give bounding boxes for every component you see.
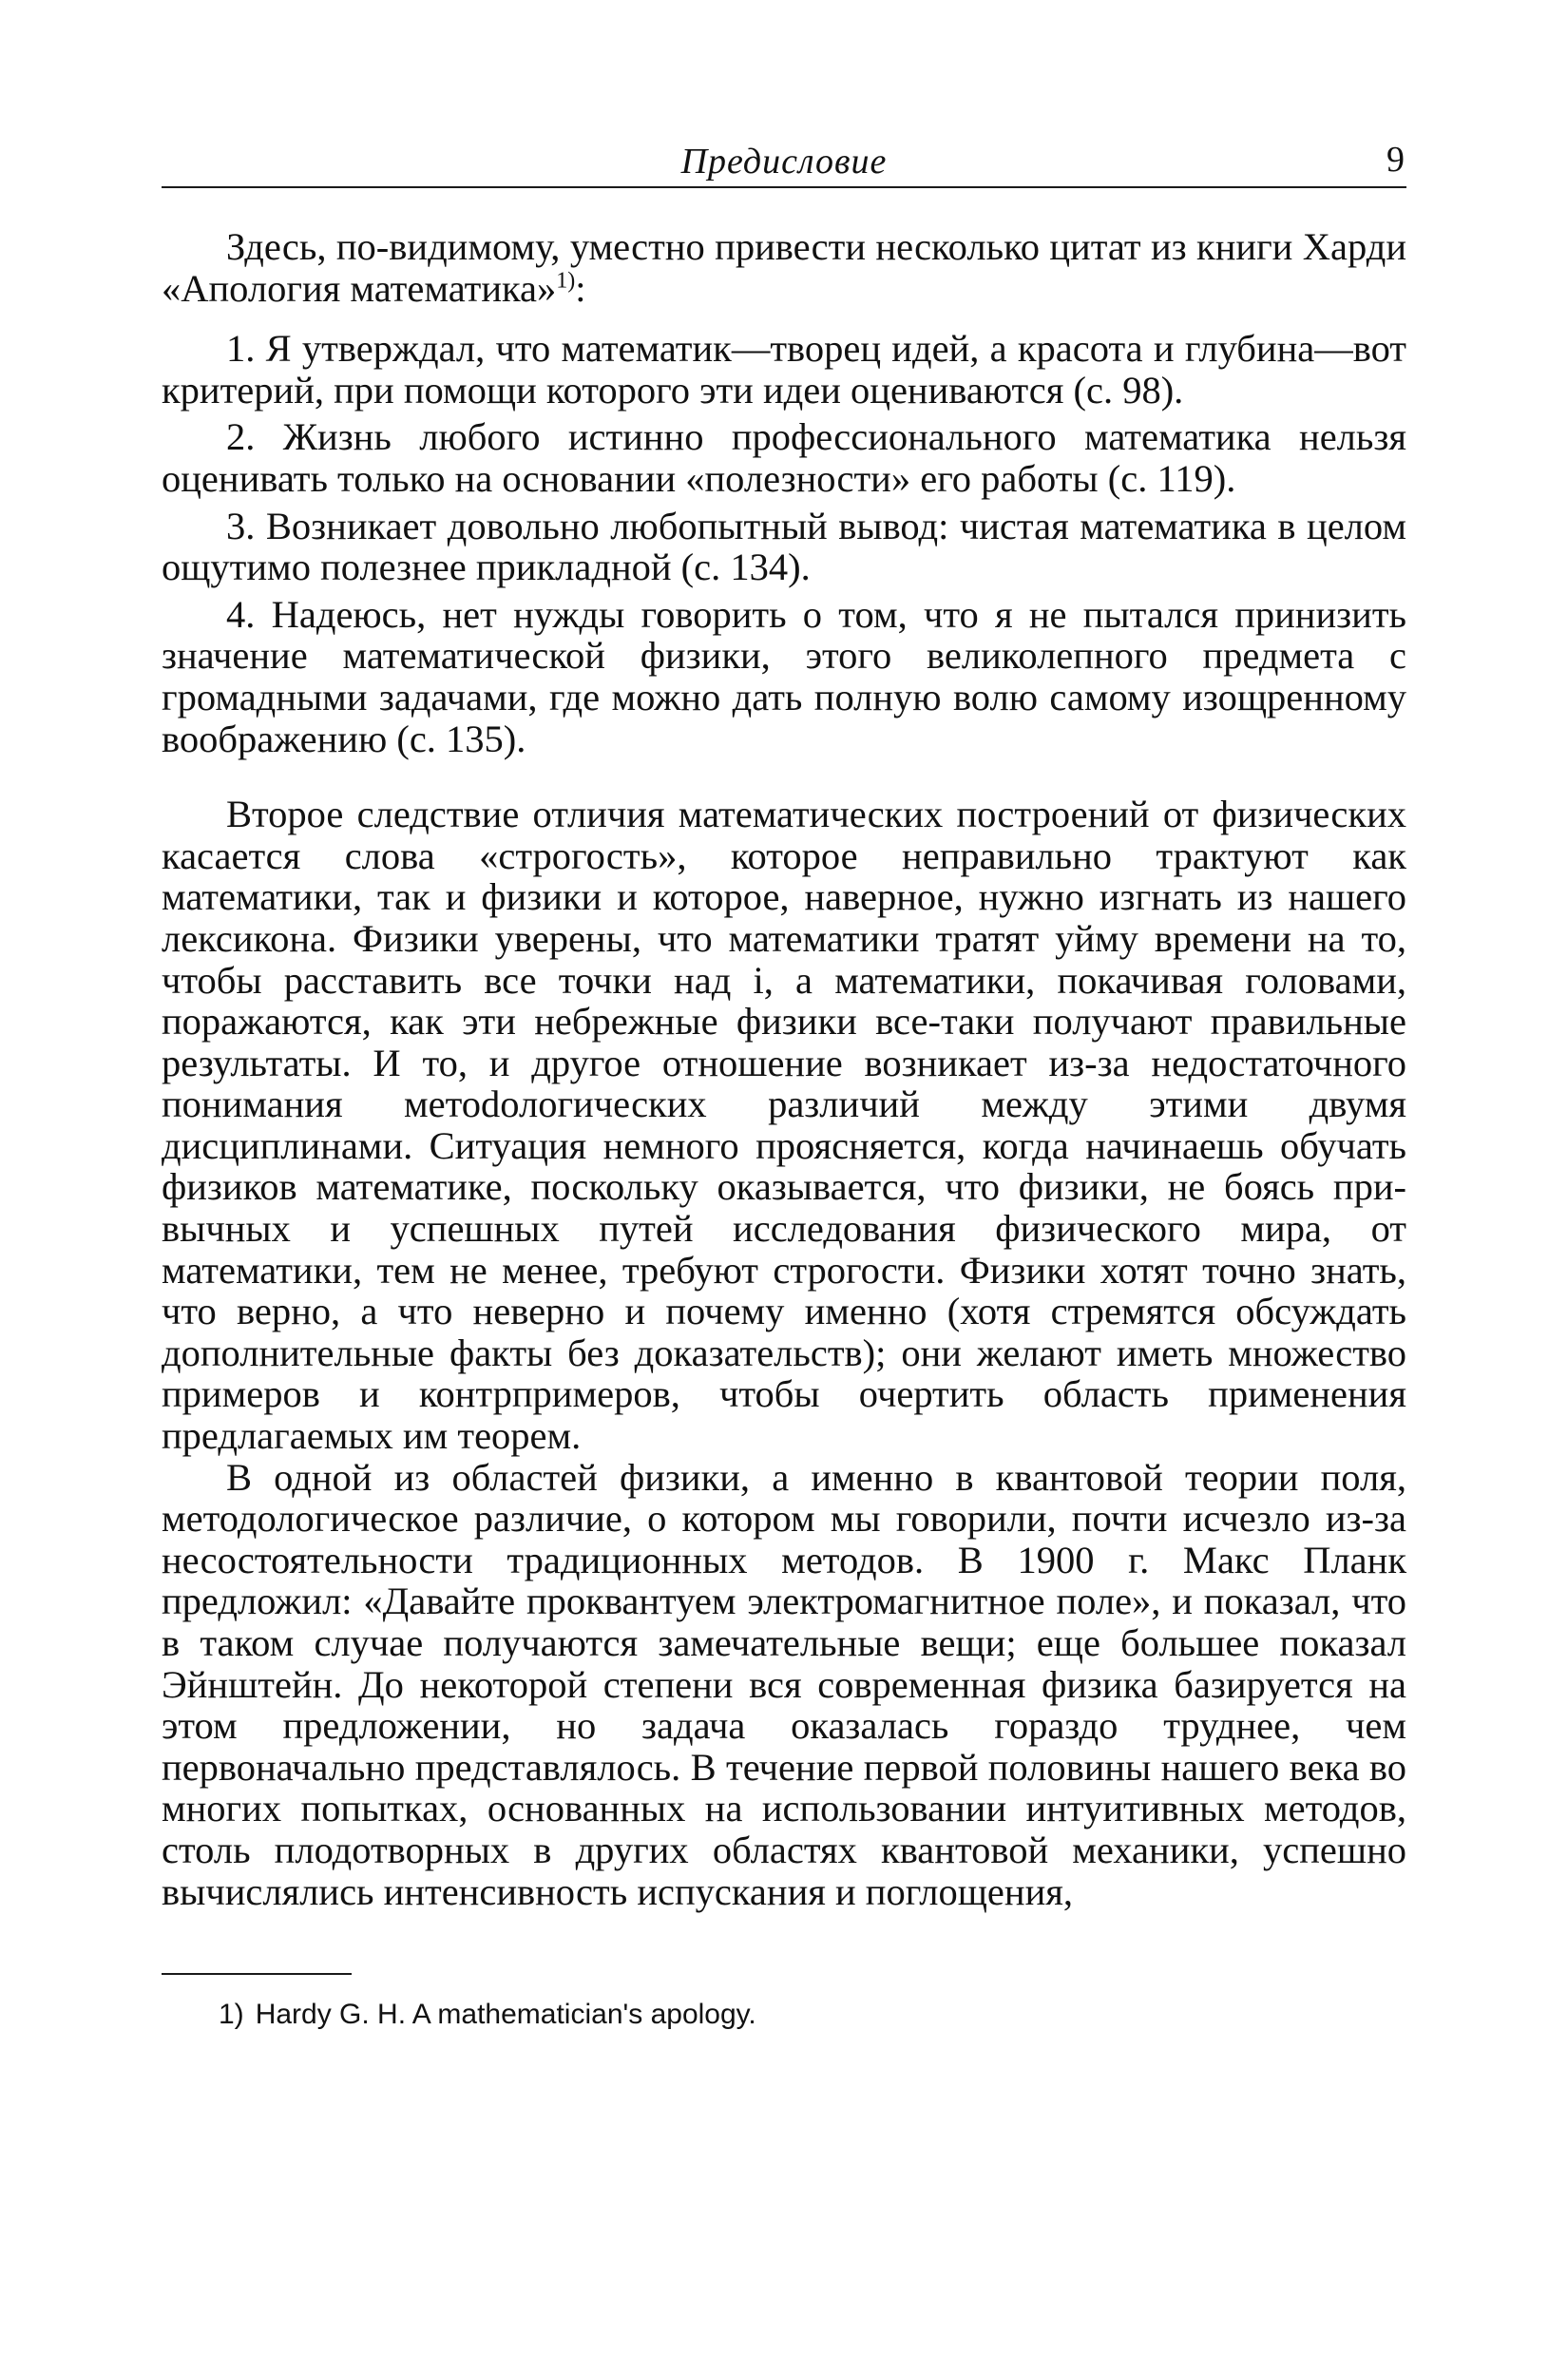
footnote-divider bbox=[162, 1973, 352, 1975]
quote-item: 2. Жизнь любого истинно профессионального математика нельзя оценивать только на основании «полезности» его работы (с. 119). bbox=[162, 415, 1406, 500]
intro-text: Здесь, по-видимому, уместно привести несколько цитат из книги Харди «Апология математика» bbox=[162, 225, 1406, 310]
quote-item: 4. Надеюсь, нет нужды говорить о том, что я не пытался принизить значение математической физики, этого великолепного предмета с громадными задачами, где можно дать полную волю самому изощренному воображению (с. 135). bbox=[162, 592, 1406, 760]
footnote-reference: 1) bbox=[556, 268, 576, 294]
quote-list bbox=[162, 328, 1406, 759]
intro-paragraph bbox=[162, 226, 1406, 309]
main-text bbox=[162, 226, 1406, 1912]
footnote-mark: 1) bbox=[219, 1999, 244, 2031]
paragraph-quantum-field-theory: В одной из областей физики, а именно в квантовой теории поля, методологическое различие, о котором мы говорили, почти исчезло из-за несостоятельности традиционных методов. В 1900 г. Макс Планк предложил: «Давайте проквантуем электромагнитное поле», и показал, что в таком случае получаются замечательные вещи; еще большее показал Эйнштейн. До некоторой степени вся современная физика базируется на этом предложении, но задача оказалась гораздо труднее, чем первоначально представлялось. В течение первой половины нашего века во многих попытках, основанных на использовании интуитивных методов, столь плодотворных в других областях квантовой механики, успешно вычислялись интенсивность испускания и поглощения, bbox=[162, 1455, 1406, 1913]
running-title: Предисловие bbox=[680, 142, 888, 182]
footnote bbox=[162, 1996, 1406, 2034]
page-number: 9 bbox=[1386, 140, 1405, 180]
paragraph-rigor: Второе следствие отличия математических построений от физических касается слова «строгость», которое неправильно трактуют как математики, так и физики и которое, наверное, нужно изгнать из нашего лексикона. Физики уверены, что математики тратят уйму времени на то, чтобы расставить все точки над i, а математики, покачивая головами, поражаются, как эти небрежные физики все-таки получают правильные результаты. И то, и другое отношение возникает из-за недостаточного понимания метоdологических различий между этими двумя дисциплинами. Ситуация немного проясняется, когда начинаешь обучать физиков математике, поскольку оказывается, что физики, не боясь привычных и успешных путей исследования физического мира, от математики, тем не менее, требуют строгости. Физики хотят точно знать, что верно, а что неверно и почему именно (хотя стремятся обсуждать дополнительные факты без доказательств); они желают иметь множество примеров и контрпримеров, чтобы очертить область применения предлагаемых им теорем. bbox=[162, 793, 1406, 1458]
book-page bbox=[162, 133, 1406, 2034]
running-header bbox=[162, 133, 1406, 188]
footnote-text: Hardy G. H. A mathematician's apology. bbox=[255, 1999, 756, 2031]
quote-item: 3. Возникает довольно любопытный вывод: чистая математика в целом ощутимо полезнее прикладной (с. 134). bbox=[162, 504, 1406, 589]
intro-tail: : bbox=[575, 266, 586, 310]
quote-item: 1. Я утверждал, что математик—творец идей, а красота и глубина—вот критерий, при помощи которого эти идеи оцениваются (с. 98). bbox=[162, 327, 1406, 412]
